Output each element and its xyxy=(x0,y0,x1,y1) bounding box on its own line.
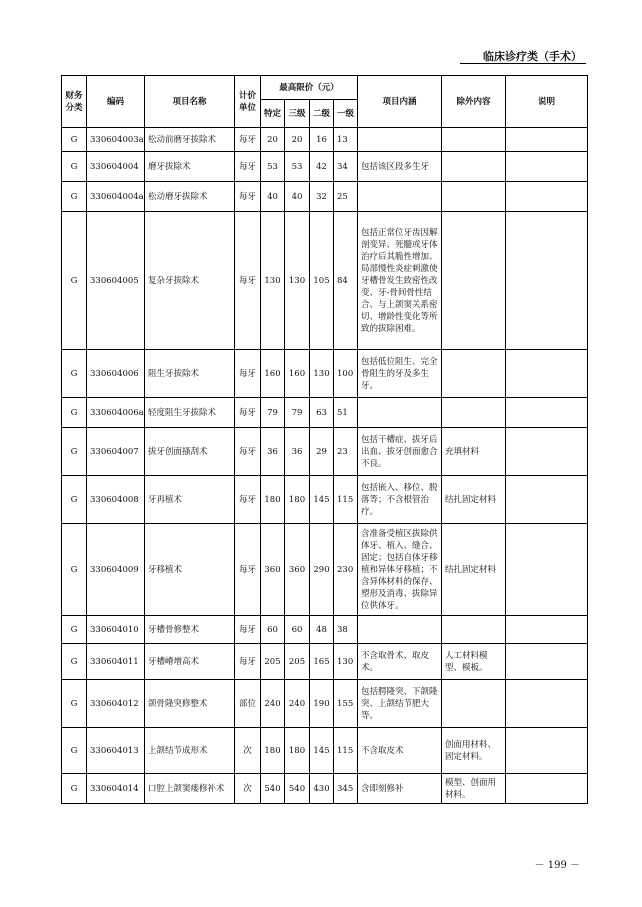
header-level-special: 特定 xyxy=(261,100,285,128)
cell-notes xyxy=(506,644,588,680)
cell-code: 330604004a xyxy=(87,182,145,212)
header-max-price: 最高限价（元） xyxy=(261,76,358,100)
cell-category: G xyxy=(62,680,87,728)
page-number: － 199 － xyxy=(534,860,580,871)
cell-price-level3: 130 xyxy=(285,212,310,350)
cell-code: 330604006a xyxy=(87,398,145,428)
cell-price-level2: 145 xyxy=(310,728,334,774)
cell-price-level3: 240 xyxy=(285,680,310,728)
cell-name: 磨牙拔除术 xyxy=(145,152,235,182)
cell-name: 颌骨隆突修整术 xyxy=(145,680,235,728)
cell-category: G xyxy=(62,182,87,212)
cell-name: 牙移植术 xyxy=(145,524,235,616)
cell-code: 330604007 xyxy=(87,428,145,476)
cell-price-level1: 130 xyxy=(334,644,358,680)
cell-price-level3: 180 xyxy=(285,728,310,774)
cell-notes xyxy=(506,476,588,524)
cell-unit: 每牙 xyxy=(235,152,261,182)
header-level-3: 三级 xyxy=(285,100,310,128)
cell-exclusions: 结扎固定材料 xyxy=(442,476,506,524)
cell-content xyxy=(358,128,442,152)
cell-unit: 部位 xyxy=(235,680,261,728)
cell-price-level3: 79 xyxy=(285,398,310,428)
cell-price-level3: 180 xyxy=(285,476,310,524)
cell-exclusions xyxy=(442,616,506,644)
cell-unit: 每牙 xyxy=(235,128,261,152)
cell-unit: 次 xyxy=(235,774,261,804)
table-row xyxy=(62,524,588,616)
cell-unit: 每牙 xyxy=(235,616,261,644)
cell-price-special: 53 xyxy=(261,152,285,182)
cell-price-special: 36 xyxy=(261,428,285,476)
cell-category: G xyxy=(62,728,87,774)
cell-price-level3: 40 xyxy=(285,182,310,212)
cell-price-level2: 430 xyxy=(310,774,334,804)
section-header: 临床诊疗类（手术） xyxy=(483,50,582,63)
cell-price-level3: 160 xyxy=(285,350,310,398)
cell-content xyxy=(358,398,442,428)
header-code: 编码 xyxy=(87,76,145,128)
cell-price-special: 180 xyxy=(261,476,285,524)
cell-price-level2: 130 xyxy=(310,350,334,398)
cell-notes xyxy=(506,128,588,152)
cell-category: G xyxy=(62,524,87,616)
cell-price-level2: 290 xyxy=(310,524,334,616)
cell-price-special: 360 xyxy=(261,524,285,616)
cell-unit: 每牙 xyxy=(235,644,261,680)
cell-price-level3: 20 xyxy=(285,128,310,152)
header-category: 财务分类 xyxy=(62,76,87,128)
table-row xyxy=(62,644,588,680)
cell-code: 330604012 xyxy=(87,680,145,728)
cell-exclusions: 结扎固定材料 xyxy=(442,524,506,616)
cell-unit: 每牙 xyxy=(235,212,261,350)
cell-category: G xyxy=(62,128,87,152)
cell-exclusions: 人工材料模型、模板。 xyxy=(442,644,506,680)
cell-price-special: 540 xyxy=(261,774,285,804)
cell-exclusions: 模型、创面用材料。 xyxy=(442,774,506,804)
cell-name: 牙再植术 xyxy=(145,476,235,524)
cell-price-level3: 540 xyxy=(285,774,310,804)
cell-content: 包括正常位牙齿因解剖变异、死髓或牙体治疗后其脆性增加、局部慢性炎症刺激使牙槽骨发生致密性改变、牙-骨间骨性结合、与上颌窦关系密切、增龄性变化等所致的拔除困难。 xyxy=(358,212,442,350)
cell-category: G xyxy=(62,644,87,680)
cell-price-level2: 42 xyxy=(310,152,334,182)
cell-code: 330604004 xyxy=(87,152,145,182)
cell-name: 松动前磨牙拔除术 xyxy=(145,128,235,152)
cell-content: 含即刻修补 xyxy=(358,774,442,804)
cell-name: 轻度阻生牙拔除术 xyxy=(145,398,235,428)
cell-price-level2: 48 xyxy=(310,616,334,644)
cell-code: 330604005 xyxy=(87,212,145,350)
table-row xyxy=(62,774,588,804)
cell-category: G xyxy=(62,476,87,524)
header-level-1: 一级 xyxy=(334,100,358,128)
cell-name: 复杂牙拔除术 xyxy=(145,212,235,350)
cell-content: 包括腭隆突、下颌隆突、上颌结节肥大等。 xyxy=(358,680,442,728)
cell-price-level3: 205 xyxy=(285,644,310,680)
cell-price-level1: 230 xyxy=(334,524,358,616)
cell-category: G xyxy=(62,616,87,644)
table-row xyxy=(62,616,588,644)
cell-price-level1: 25 xyxy=(334,182,358,212)
table-row xyxy=(62,398,588,428)
cell-price-level1: 84 xyxy=(334,212,358,350)
cell-content: 含准备受植区拔除供体牙、植入、缝合、固定；包括自体牙移植和异体牙移植；不含异体材料的保存、塑形及消毒、拔除异位供体牙。 xyxy=(358,524,442,616)
cell-exclusions xyxy=(442,398,506,428)
cell-price-level2: 32 xyxy=(310,182,334,212)
cell-category: G xyxy=(62,212,87,350)
cell-name: 上颌结节成形术 xyxy=(145,728,235,774)
cell-price-level1: 38 xyxy=(334,616,358,644)
header-content: 项目内涵 xyxy=(358,76,442,128)
cell-code: 330604013 xyxy=(87,728,145,774)
cell-price-special: 40 xyxy=(261,182,285,212)
cell-price-special: 20 xyxy=(261,128,285,152)
cell-price-level2: 165 xyxy=(310,644,334,680)
cell-price-level2: 105 xyxy=(310,212,334,350)
cell-notes xyxy=(506,398,588,428)
cell-exclusions xyxy=(442,152,506,182)
table-row xyxy=(62,350,588,398)
cell-price-special: 180 xyxy=(261,728,285,774)
cell-price-special: 79 xyxy=(261,398,285,428)
cell-price-level3: 360 xyxy=(285,524,310,616)
cell-price-level3: 53 xyxy=(285,152,310,182)
cell-notes xyxy=(506,212,588,350)
cell-notes xyxy=(506,728,588,774)
cell-category: G xyxy=(62,428,87,476)
table-row xyxy=(62,476,588,524)
header-name: 项目名称 xyxy=(145,76,235,128)
cell-price-level1: 13 xyxy=(334,128,358,152)
cell-name: 牙槽嵴增高术 xyxy=(145,644,235,680)
cell-code: 330604011 xyxy=(87,644,145,680)
header-notes: 说明 xyxy=(506,76,588,128)
cell-content: 不含取骨术、取皮术。 xyxy=(358,644,442,680)
cell-code: 330604008 xyxy=(87,476,145,524)
cell-price-level1: 51 xyxy=(334,398,358,428)
cell-price-special: 60 xyxy=(261,616,285,644)
cell-exclusions xyxy=(442,212,506,350)
table-row xyxy=(62,680,588,728)
cell-notes xyxy=(506,524,588,616)
cell-unit: 每牙 xyxy=(235,398,261,428)
header-level-2: 二级 xyxy=(310,100,334,128)
cell-unit: 每牙 xyxy=(235,476,261,524)
cell-price-special: 160 xyxy=(261,350,285,398)
cell-code: 330604006 xyxy=(87,350,145,398)
cell-notes xyxy=(506,350,588,398)
cell-unit: 次 xyxy=(235,728,261,774)
cell-price-special: 130 xyxy=(261,212,285,350)
cell-unit: 每牙 xyxy=(235,182,261,212)
cell-content: 不含取皮术 xyxy=(358,728,442,774)
cell-name: 口腔上颌窦瘘修补术 xyxy=(145,774,235,804)
cell-category: G xyxy=(62,350,87,398)
cell-content: 包括嵌入、移位、脱落等；不含根管治疗。 xyxy=(358,476,442,524)
header-unit: 计价单位 xyxy=(235,76,261,128)
table-row xyxy=(62,728,588,774)
cell-name: 阻生牙拔除术 xyxy=(145,350,235,398)
cell-exclusions xyxy=(442,128,506,152)
cell-notes xyxy=(506,774,588,804)
table-row xyxy=(62,212,588,350)
cell-category: G xyxy=(62,398,87,428)
cell-price-level3: 60 xyxy=(285,616,310,644)
table-row xyxy=(62,428,588,476)
cell-code: 330604014 xyxy=(87,774,145,804)
cell-name: 拔牙创面搔刮术 xyxy=(145,428,235,476)
cell-price-level1: 34 xyxy=(334,152,358,182)
cell-exclusions xyxy=(442,680,506,728)
cell-code: 330604003a xyxy=(87,128,145,152)
cell-content xyxy=(358,616,442,644)
cell-name: 松动磨牙拔除术 xyxy=(145,182,235,212)
price-table xyxy=(61,75,588,804)
cell-price-level2: 145 xyxy=(310,476,334,524)
cell-content: 包括该区段多生牙 xyxy=(358,152,442,182)
cell-price-level1: 100 xyxy=(334,350,358,398)
cell-price-level1: 115 xyxy=(334,476,358,524)
table-row xyxy=(62,152,588,182)
cell-price-level2: 63 xyxy=(310,398,334,428)
cell-exclusions: 创面用材料、固定材料。 xyxy=(442,728,506,774)
cell-unit: 每牙 xyxy=(235,350,261,398)
cell-notes xyxy=(506,152,588,182)
cell-price-level1: 115 xyxy=(334,728,358,774)
cell-notes xyxy=(506,680,588,728)
cell-notes xyxy=(506,428,588,476)
cell-content: 包括低位阻生、完全骨阻生的牙及多生牙。 xyxy=(358,350,442,398)
cell-code: 330604009 xyxy=(87,524,145,616)
cell-notes xyxy=(506,616,588,644)
cell-price-level2: 16 xyxy=(310,128,334,152)
cell-code: 330604010 xyxy=(87,616,145,644)
cell-exclusions xyxy=(442,350,506,398)
header-exclusions: 除外内容 xyxy=(442,76,506,128)
cell-price-level3: 36 xyxy=(285,428,310,476)
cell-price-level2: 29 xyxy=(310,428,334,476)
cell-category: G xyxy=(62,774,87,804)
cell-price-special: 240 xyxy=(261,680,285,728)
cell-price-level1: 155 xyxy=(334,680,358,728)
cell-price-level1: 23 xyxy=(334,428,358,476)
cell-content xyxy=(358,182,442,212)
cell-price-level2: 190 xyxy=(310,680,334,728)
cell-name: 牙槽骨修整术 xyxy=(145,616,235,644)
cell-exclusions xyxy=(442,182,506,212)
cell-price-level1: 345 xyxy=(334,774,358,804)
cell-notes xyxy=(506,182,588,212)
cell-content: 包括干槽症、拔牙后出血、拔牙创面愈合不良。 xyxy=(358,428,442,476)
header-rule xyxy=(460,63,586,64)
cell-unit: 每牙 xyxy=(235,524,261,616)
cell-unit: 每牙 xyxy=(235,428,261,476)
cell-category: G xyxy=(62,152,87,182)
cell-exclusions: 充填材料 xyxy=(442,428,506,476)
cell-price-special: 205 xyxy=(261,644,285,680)
table-row xyxy=(62,128,588,152)
table-row xyxy=(62,182,588,212)
